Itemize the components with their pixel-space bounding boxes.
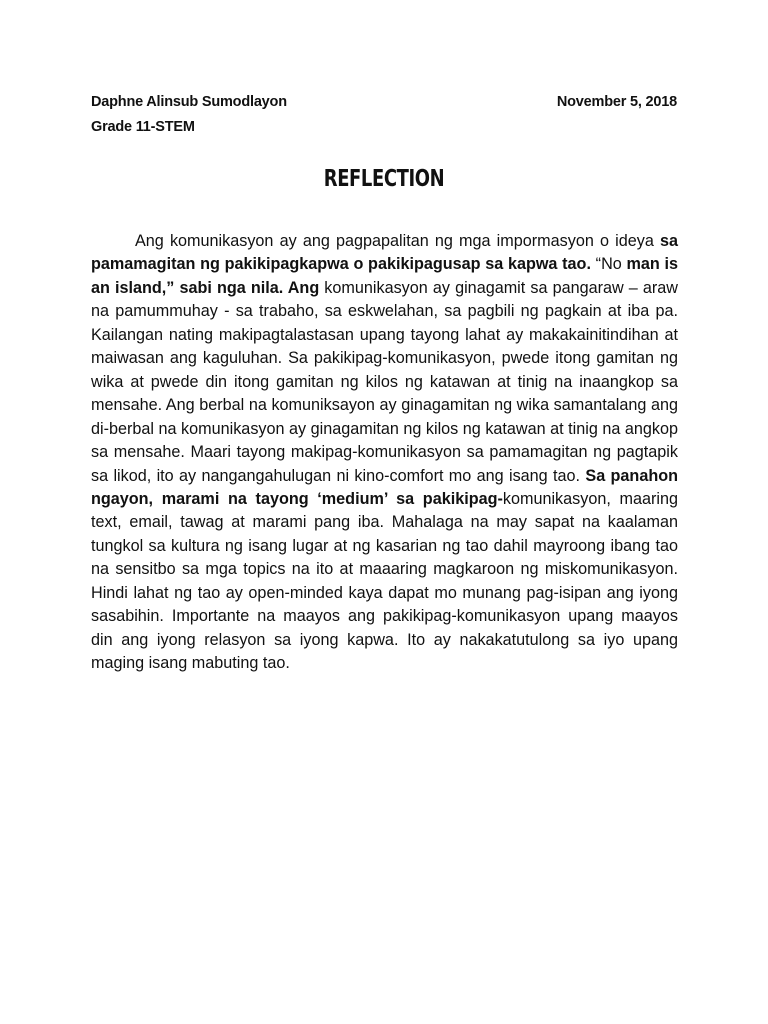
paragraph-text-2: “No — [590, 255, 627, 274]
paragraph-text-1: Ang komunikasyon ay ang pagpapalitan ng mga impormasyon o ideya — [135, 232, 660, 250]
document-header — [91, 94, 677, 110]
paragraph-bold-2: man is an island,” sabi nga nila. Ang — [91, 255, 678, 297]
paragraph-bold-1: sa pamamagitan ng pakikipagkapwa o pakikipagusap sa kapwa tao. — [91, 232, 678, 274]
reflection-paragraph — [91, 230, 678, 676]
author-name: Daphne Alinsub Sumodlayon — [91, 94, 287, 110]
paragraph-text-3: komunikasyon ay ginagamit sa pangaraw – araw na pamummuhay - sa trabaho, sa eskwelahan, sa pagbili ng pagkain at iba pa. Kailangan nating makipagtalastasan upang tayong lahat ay makakainitindihan at maiwasan ang kaguluhan. Sa pakikipag-komunikasyon, pwede itong gamitan ng wika at pwede din itong gamitan ng kilos ng katawan at tinig na inaangkop sa mensahe. Ang berbal na komuniksayon ay ginagamitan ng wika samantalang ang di-berbal na komunikasyon ay ginagamitan ng kilos ng katawan at tinig na angkop sa mensahe. Maari tayong makipag-komunikasyon sa pamamagitan ng pagtapik sa likod, ito ay nangangahulugan ni kino-comfort mo ang isang tao. — [91, 278, 678, 485]
document-date: November 5, 2018 — [556, 94, 677, 110]
grade-section: Grade 11-STEM — [91, 119, 195, 135]
paragraph-text-4: komunikasyon, maaring text, email, tawag at marami pang iba. Mahalaga na may sapat na kaalaman tungkol sa kultura ng isang lugar at ng kasarian ng tao dahil mayroong ibang tao na sensitbo sa mga topics na ito at maaaring magkaroon ng miskomunikasyon. Hindi lahat ng tao ay open-minded kaya dapat mo munang pag-isipan ang iyong sasabihin. Importante na maayos ang pakikipag-komunikasyon upang maayos din ang iyong relasyon sa iyong kapwa. Ito ay nakakatutulong sa iyo upang maging isang mabuting tao. — [91, 489, 679, 673]
paragraph-bold-3: Sa panahon ngayon, marami na tayong ‘medium’ sa pakikipag- — [91, 466, 678, 508]
page-title: REFLECTION — [323, 166, 445, 192]
